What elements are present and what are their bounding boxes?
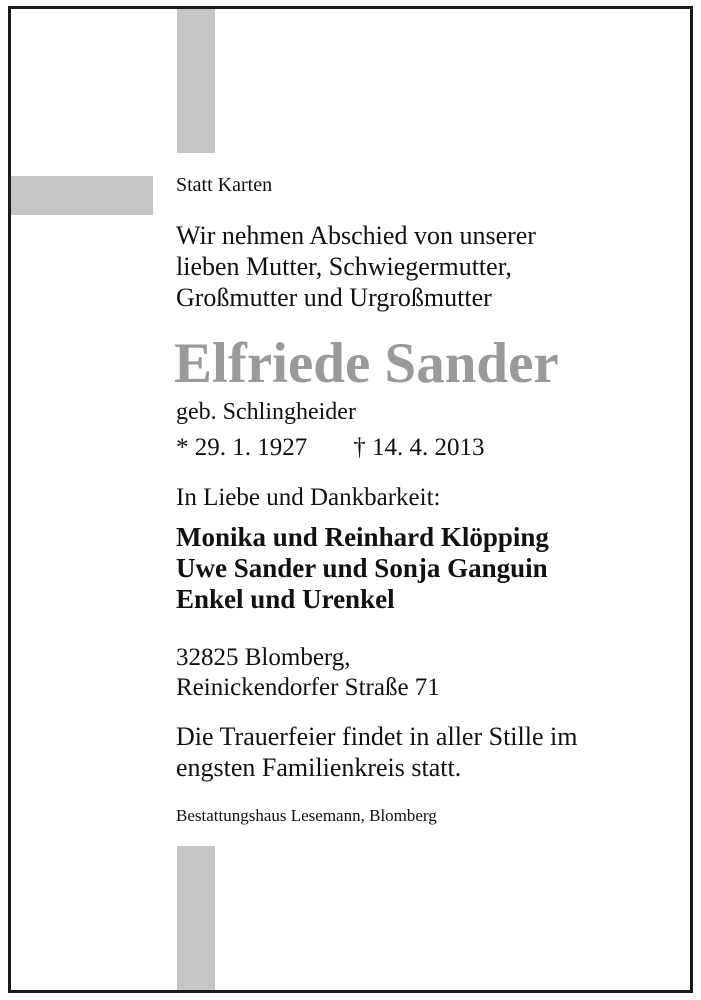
ceremony-notice (176, 721, 577, 783)
thanks-line: In Liebe und Dankbarkeit: (176, 484, 441, 511)
intro-line: lieben Mutter, Schwiegermutter, (176, 252, 512, 281)
intro-line: Großmutter und Urgroßmutter (176, 283, 492, 312)
undertaker-credit: Bestattungshaus Lesemann, Blomberg (176, 806, 437, 825)
life-dates (176, 432, 485, 464)
intro-line: Wir nehmen Abschied von unserer (176, 221, 536, 250)
birth-date: * 29. 1. 1927 (176, 434, 308, 461)
address-line: 32825 Blomberg, (176, 644, 351, 671)
family-line: Uwe Sander und Sonja Ganguin (176, 553, 548, 583)
cross-bottom-beam (177, 846, 215, 990)
deceased-name: Elfriede Sander (174, 332, 559, 395)
maiden-name: geb. Schlingheider (176, 399, 356, 425)
family-line: Enkel und Urenkel (176, 584, 395, 614)
family-names (176, 522, 549, 615)
death-date: † 14. 4. 2013 (353, 434, 485, 461)
cross-left-beam (11, 176, 153, 215)
ceremony-line: Die Trauerfeier findet in aller Stille im (176, 722, 578, 751)
cross-top-beam (177, 9, 215, 153)
ceremony-line: engsten Familienkreis statt. (176, 753, 462, 782)
intro-text (176, 220, 536, 313)
address (176, 643, 440, 703)
address-line: Reinickendorfer Straße 71 (176, 674, 440, 701)
family-line: Monika und Reinhard Klöpping (176, 522, 549, 552)
header-statt-karten: Statt Karten (176, 174, 273, 196)
